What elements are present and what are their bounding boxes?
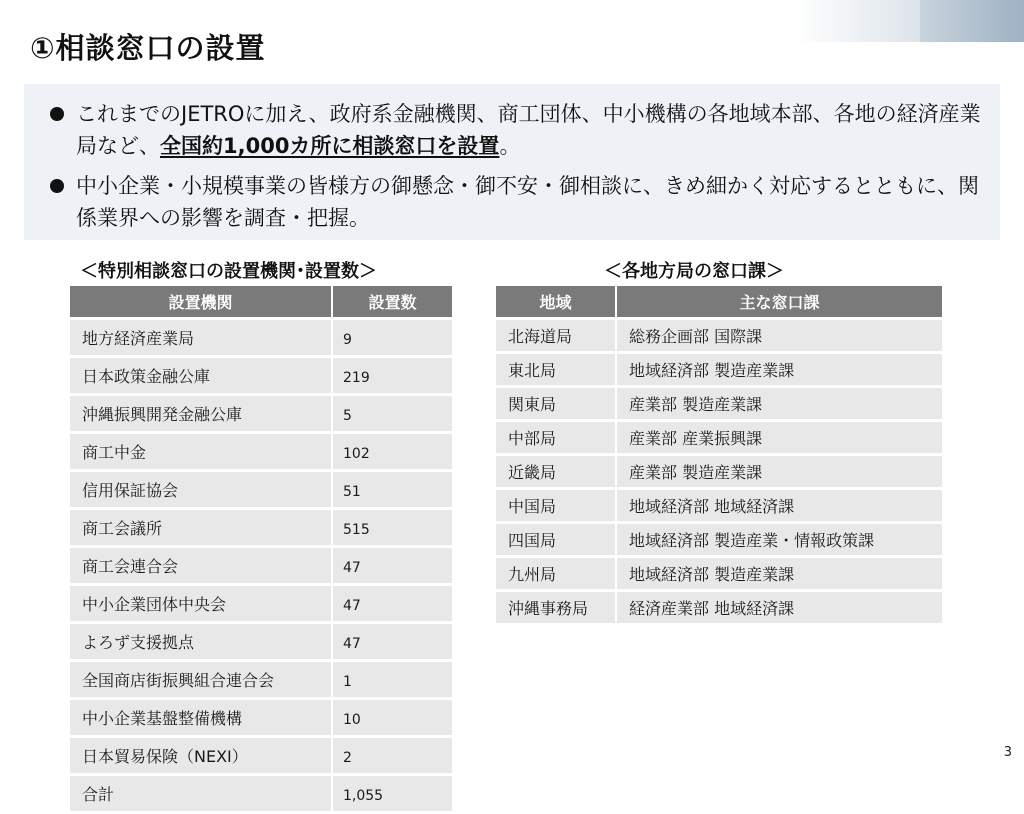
table-cell: 515 [332, 509, 452, 547]
table-row [70, 547, 452, 585]
table-cell: 1 [332, 661, 452, 699]
table-row [70, 319, 452, 357]
summary-box [24, 84, 1000, 240]
table-row [70, 471, 452, 509]
table-cell: 日本貿易保険（NEXI） [70, 737, 332, 775]
table-row [496, 455, 942, 489]
bullet-dot-icon [50, 179, 64, 193]
table-row [70, 395, 452, 433]
table-cell: 近畿局 [496, 455, 616, 489]
table-row [70, 699, 452, 737]
table-header-row [496, 286, 942, 319]
table-cell: 商工会連合会 [70, 547, 332, 585]
table-cell: 日本政策金融公庫 [70, 357, 332, 395]
table-header-row [70, 286, 452, 319]
table-cell: 中部局 [496, 421, 616, 455]
table-cell: 中小企業団体中央会 [70, 585, 332, 623]
table-row [496, 421, 942, 455]
table-row [496, 557, 942, 591]
slide-title: ①相談窓口の設置 [30, 31, 266, 65]
table-cell: 5 [332, 395, 452, 433]
table-cell: 地域経済部 製造産業課 [616, 557, 942, 591]
table-row [496, 353, 942, 387]
column-header-region: 地域 [496, 286, 616, 319]
table-cell: 地域経済部 製造産業・情報政策課 [616, 523, 942, 557]
table-row [70, 737, 452, 775]
table-cell: 関東局 [496, 387, 616, 421]
table-row [496, 591, 942, 625]
table-cell: 中国局 [496, 489, 616, 523]
table-cell: 地域経済部 製造産業課 [616, 353, 942, 387]
table-row [70, 661, 452, 699]
regional-bureau-table [496, 286, 942, 626]
table-cell: 商工中金 [70, 433, 332, 471]
table-cell: 九州局 [496, 557, 616, 591]
table-cell: 信用保証協会 [70, 471, 332, 509]
table-row [70, 623, 452, 661]
right-table-heading: ＜各地方局の窓口課＞ [604, 261, 784, 282]
column-header-section: 主な窓口課 [616, 286, 942, 319]
table-row [496, 319, 942, 353]
table-cell: 51 [332, 471, 452, 509]
bullet-item-1 [50, 98, 982, 162]
table-cell: 10 [332, 699, 452, 737]
table-cell: 102 [332, 433, 452, 471]
table-cell: 47 [332, 547, 452, 585]
table-cell: 9 [332, 319, 452, 357]
table-cell: 産業部 製造産業課 [616, 455, 942, 489]
bullet-1-emphasis: 全国約1,000カ所に相談窓口を設置 [160, 134, 500, 158]
table-row [496, 523, 942, 557]
table-row [70, 775, 452, 813]
bullet-dot-icon [50, 107, 64, 121]
table-cell: 2 [332, 737, 452, 775]
table-cell: 北海道局 [496, 319, 616, 353]
table-row [70, 433, 452, 471]
bullet-1-tail: 。 [499, 134, 521, 158]
table-cell: 47 [332, 623, 452, 661]
table-cell: 全国商店街振興組合連合会 [70, 661, 332, 699]
table-cell: 沖縄振興開発金融公庫 [70, 395, 332, 433]
corner-accent-block [920, 0, 1024, 42]
table-cell: 経済産業部 地域経済課 [616, 591, 942, 625]
column-header-count: 設置数 [332, 286, 452, 319]
table-cell: 地方経済産業局 [70, 319, 332, 357]
left-table-heading: ＜特別相談窓口の設置機関･設置数＞ [80, 261, 377, 282]
table-cell: 産業部 製造産業課 [616, 387, 942, 421]
table-cell: 総務企画部 国際課 [616, 319, 942, 353]
table-cell: 219 [332, 357, 452, 395]
table-cell: 合計 [70, 775, 332, 813]
table-cell: 四国局 [496, 523, 616, 557]
table-cell: 商工会議所 [70, 509, 332, 547]
table-cell: 中小企業基盤整備機構 [70, 699, 332, 737]
table-row [70, 585, 452, 623]
consultation-office-table [70, 286, 452, 814]
bullet-item-2 [50, 170, 982, 234]
table-cell: 1,055 [332, 775, 452, 813]
bullet-2-text: 中小企業・小規模事業の皆様方の御懸念・御不安・御相談に、きめ細かく対応するとともに、関係業界への影響を調査・把握。 [76, 174, 979, 230]
table-row [496, 489, 942, 523]
column-header-institution: 設置機関 [70, 286, 332, 319]
table-row [70, 357, 452, 395]
table-cell: 地域経済部 地域経済課 [616, 489, 942, 523]
table-cell: 沖縄事務局 [496, 591, 616, 625]
table-row [70, 509, 452, 547]
table-cell: 東北局 [496, 353, 616, 387]
table-cell: 47 [332, 585, 452, 623]
table-row [496, 387, 942, 421]
table-cell: 産業部 産業振興課 [616, 421, 942, 455]
table-cell: よろず支援拠点 [70, 623, 332, 661]
page-number: 3 [1003, 745, 1012, 760]
bullet-1-text: これまでのJETROに加え、政府系金融機関、商工団体、中小機構の各地域本部、各地の経済産業局など、 [76, 102, 981, 158]
